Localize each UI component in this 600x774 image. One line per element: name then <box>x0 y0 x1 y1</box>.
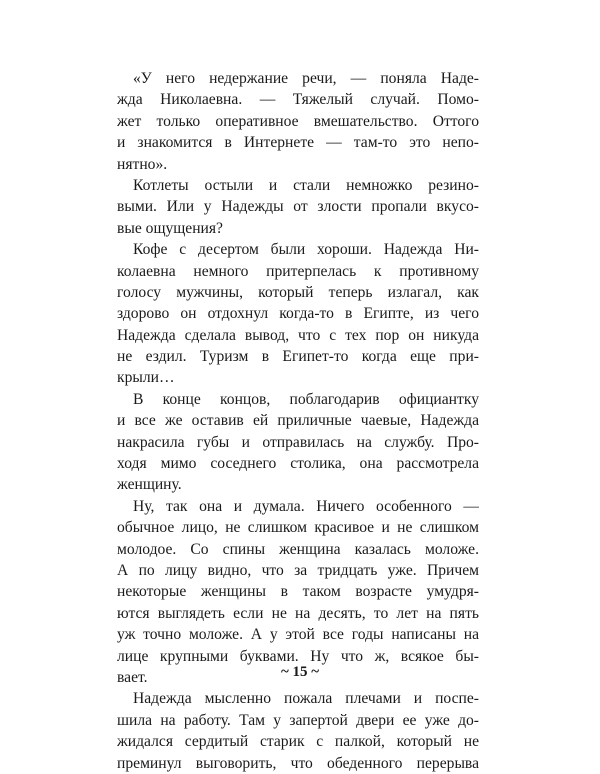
text-line: голосу мужчины, который теперь излагал, как <box>117 283 479 301</box>
paragraph <box>117 175 479 239</box>
text-line: жда Николаевна. — Тяжелый случай. Помо- <box>117 91 479 109</box>
text-line: Котлеты остыли и стали немножко резино- <box>133 176 479 194</box>
paragraph <box>117 389 479 496</box>
text-line: здорово он отдохнул когда-то в Египте, из чего <box>117 305 479 323</box>
paragraph <box>117 496 479 689</box>
text-line: жидался сердитый старик с палкой, который не <box>117 733 479 751</box>
text-line: молодое. Со спины женщина казалась моложе. <box>117 540 479 558</box>
text-line: вает. <box>117 668 148 686</box>
text-line: нятно». <box>117 155 168 173</box>
paragraph <box>117 68 479 175</box>
text-line: выми. Или у Надежды от злости пропали вкусо- <box>117 198 479 216</box>
text-line: и знакомится в Интернете — там-то это непо- <box>117 134 479 152</box>
text-line: Надежда сделала вывод, что с тех пор он никуда <box>117 326 479 344</box>
text-line: лице крупными буквами. Ну что ж, всякое бы- <box>117 647 479 665</box>
text-line: Кофе с десертом были хороши. Надежда Ни- <box>133 241 479 259</box>
page-number: ~ 15 ~ <box>280 664 320 680</box>
paragraph <box>117 688 479 774</box>
paragraph <box>117 239 479 389</box>
text-line: А по лицу видно, что за тридцать уже. Причем <box>117 561 479 579</box>
text-line: жет только оперативное вмешательство. Оттого <box>117 112 479 130</box>
text-line: уж точно моложе. А у этой все годы написаны на <box>117 626 479 644</box>
text-line: Ну, так она и думала. Ничего особенного — <box>133 497 479 515</box>
text-line: не ездил. Туризм в Египет-то когда еще при- <box>117 348 479 366</box>
text-line: Надежда мысленно пожала плечами и поспе- <box>133 690 479 708</box>
text-line: шила на работу. Там у запертой двери ее уже до- <box>117 711 479 729</box>
text-line: колаевна немного притерпелась к противному <box>117 262 479 280</box>
text-line: обычное лицо, не слишком красивое и не слишком <box>117 519 479 537</box>
text-line: ходя мимо соседнего столика, она рассмотрела <box>117 455 479 473</box>
text-line: В конце концов, поблагодарив официантку <box>133 390 479 408</box>
text-line: ются выглядеть если не на десять, то лет на пять <box>117 604 479 622</box>
text-line: «У него недержание речи, — поняла Наде- <box>133 70 479 87</box>
text-line: преминул выговорить, что обеденного перерыва <box>117 754 479 772</box>
text-line: женщину. <box>117 476 182 494</box>
text-line: некоторые женщины в таком возрасте умудря- <box>117 583 479 601</box>
text-line: крыли… <box>117 369 175 387</box>
text-line: накрасила губы и отправилась на службу. Про- <box>117 433 479 451</box>
text-line: и все же оставив ей приличные чаевые, Надежда <box>117 412 479 430</box>
text-line: вые ощущения? <box>117 219 223 237</box>
